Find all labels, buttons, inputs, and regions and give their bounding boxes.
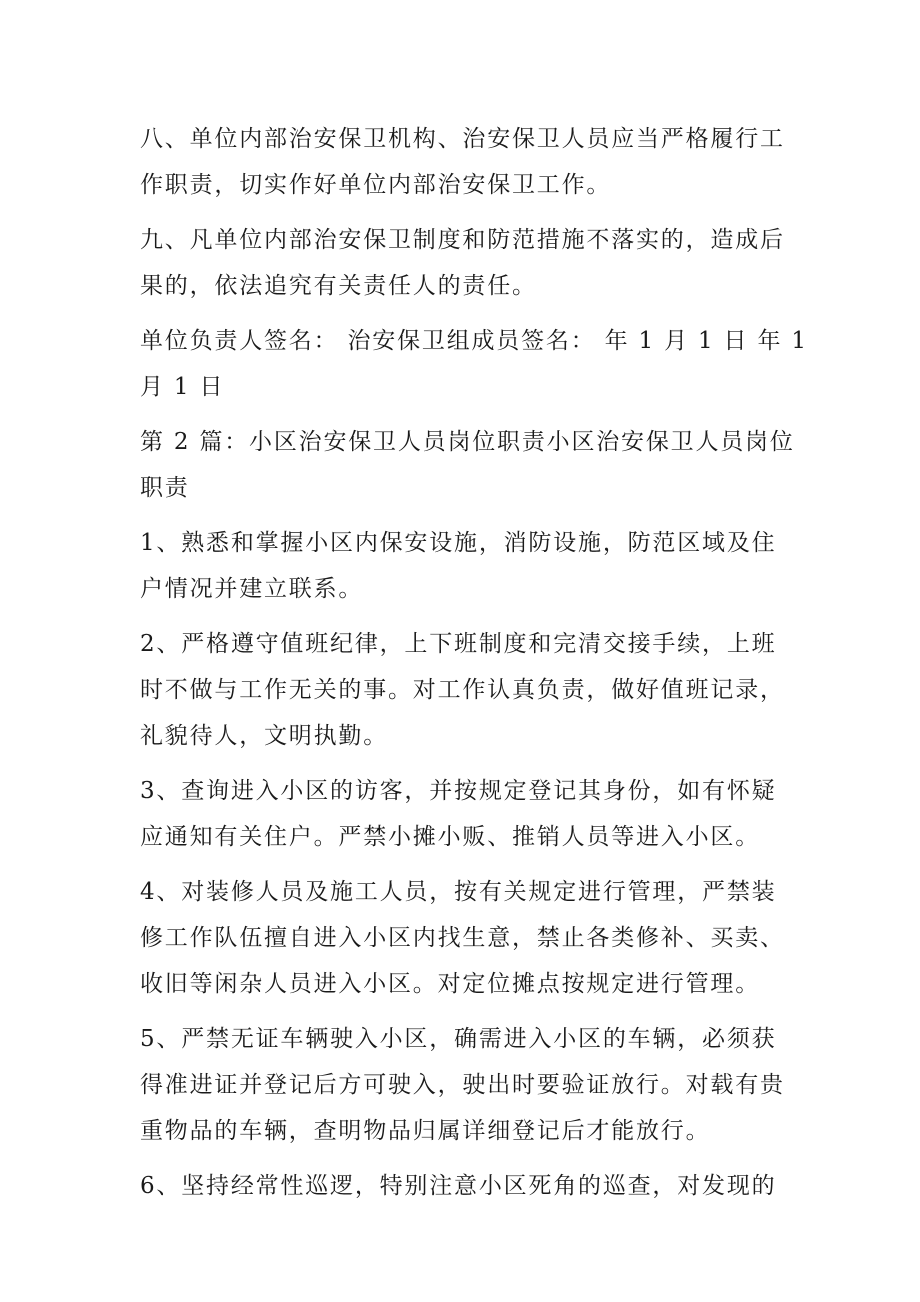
text-line: 户情况并建立联系。 <box>140 576 364 602</box>
text-line: 得准进证并登记后方可驶入，驶出时要验证放行。对载有贵 <box>140 1072 785 1098</box>
text-line: 九、凡单位内部治安保卫制度和防范措施不落实的，造成后 <box>140 227 785 253</box>
text-line: 第 2 篇：小区治安保卫人员岗位职责小区治安保卫人员岗位 <box>140 429 795 455</box>
document-body <box>140 116 808 1218</box>
duty-item-1 <box>140 520 790 612</box>
text-line: 修工作队伍擅自进入小区内找生意，禁止各类修补、买卖、 <box>140 925 785 951</box>
text-line: 礼貌待人，文明执勤。 <box>140 723 388 749</box>
text-line: 收旧等闲杂人员进入小区。对定位摊点按规定进行管理。 <box>140 971 760 997</box>
text-line: 职责 <box>140 475 190 501</box>
text-line: 5、严禁无证车辆驶入小区，确需进入小区的车辆，必须获 <box>140 1026 777 1052</box>
duty-item-5 <box>140 1016 790 1154</box>
duty-item-2 <box>140 621 790 759</box>
text-line: 6、坚持经常性巡逻，特别注意小区死角的巡查，对发现的 <box>140 1173 777 1199</box>
text-line: 2、严格遵守值班纪律，上下班制度和完清交接手续，上班 <box>140 631 777 657</box>
text-line: 作职责，切实作好单位内部治安保卫工作。 <box>140 172 612 198</box>
text-line: 重物品的车辆，查明物品归属详细登记后才能放行。 <box>140 1118 711 1144</box>
text-line: 应通知有关住户。严禁小摊小贩、推销人员等进入小区。 <box>140 824 760 850</box>
text-line: 4、对装修人员及施工人员，按有关规定进行管理，严禁装 <box>140 879 777 905</box>
duty-item-3 <box>140 768 790 860</box>
duty-item-6 <box>140 1163 790 1209</box>
duty-item-4 <box>140 869 790 1007</box>
section-heading <box>140 419 795 511</box>
text-line: 时不做与工作无关的事。对工作认真负责，做好值班记录， <box>140 677 785 703</box>
paragraph-item-9 <box>140 217 790 309</box>
text-line: 1、熟悉和掌握小区内保安设施，消防设施，防范区域及住 <box>140 530 777 556</box>
text-line: 八、单位内部治安保卫机构、治安保卫人员应当严格履行工 <box>140 126 785 152</box>
text-line: 月 1 日 <box>140 374 225 400</box>
text-line: 单位负责人签名： 治安保卫组成员签名： 年 1 月 1 日 年 1 <box>140 328 808 354</box>
text-line: 3、查询进入小区的访客，并按规定登记其身份，如有怀疑 <box>140 778 777 804</box>
paragraph-item-8 <box>140 116 790 208</box>
signature-line <box>140 318 808 410</box>
text-line: 果的，依法追究有关责任人的责任。 <box>140 273 537 299</box>
